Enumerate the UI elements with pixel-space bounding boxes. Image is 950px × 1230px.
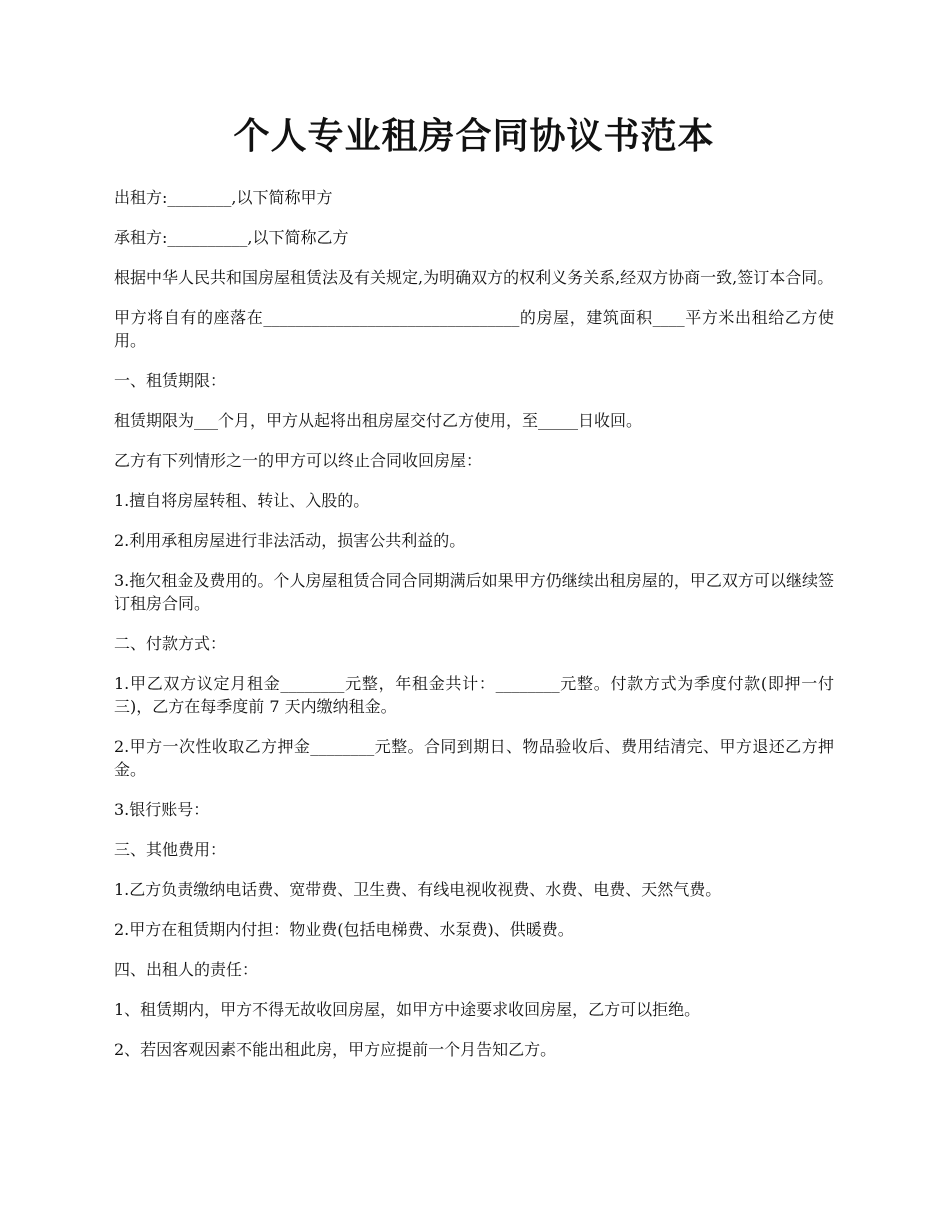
fees-item-2: 2.甲方在租赁期内付担：物业费(包括电梯费、水泵费)、供暖费。 — [114, 920, 574, 939]
termination-item-2: 2.利用承租房屋进行非法活动，损害公共利益的。 — [114, 531, 466, 550]
payment-item-2: 2.甲方一次性收取乙方押金________元整。合同到期日、物品验收后、费用结清完、甲方退还乙方押金。 — [114, 737, 834, 779]
duty-item-1: 1、租赁期内，甲方不得无故收回房屋，如甲方中途要求收回房屋，乙方可以拒绝。 — [114, 1000, 701, 1019]
duty-item-2: 2、若因客观因素不能出租此房，甲方应提前一个月告知乙方。 — [114, 1040, 557, 1059]
payment-item-3: 3.银行账号： — [114, 800, 210, 819]
section-heading-lease-term: 一、租赁期限： — [114, 371, 227, 390]
termination-item-1: 1.擅自将房屋转租、转让、入股的。 — [114, 491, 370, 510]
property-paragraph: 甲方将自有的座落在________________________________的房屋，建筑面积____平方米出租给乙方使用。 — [114, 308, 834, 350]
lessee-line: 承租方:__________,以下简称乙方 — [114, 228, 349, 247]
document-title: 个人专业租房合同协议书范本 — [233, 115, 715, 157]
section-heading-payment: 二、付款方式： — [114, 634, 227, 653]
lessor-line: 出租方:________,以下简称甲方 — [114, 188, 333, 207]
preamble-paragraph: 根据中华人民共和国房屋租赁法及有关规定,为明确双方的权利义务关系,经双方协商一致,签订本合同。 — [114, 268, 834, 287]
termination-item-3: 3.拖欠租金及费用的。个人房屋租赁合同合同期满后如果甲方仍继续出租房屋的，甲乙双方可以继续签订租房合同。 — [114, 571, 834, 613]
payment-item-1: 1.甲乙双方议定月租金________元整，年租金共计：________元整。付款方式为季度付款(即押一付三)，乙方在每季度前 7 天内缴纳租金。 — [114, 674, 834, 716]
fees-item-1: 1.乙方负责缴纳电话费、宽带费、卫生费、有线电视收视费、水费、电费、天然气费。 — [114, 880, 722, 899]
lease-term-paragraph: 租赁期限为___个月，甲方从起将出租房屋交付乙方使用，至_____日收回。 — [114, 411, 643, 430]
termination-intro: 乙方有下列情形之一的甲方可以终止合同收回房屋： — [114, 451, 483, 470]
section-heading-other-fees: 三、其他费用： — [114, 840, 227, 859]
section-heading-lessor-duty: 四、出租人的责任： — [114, 960, 259, 979]
